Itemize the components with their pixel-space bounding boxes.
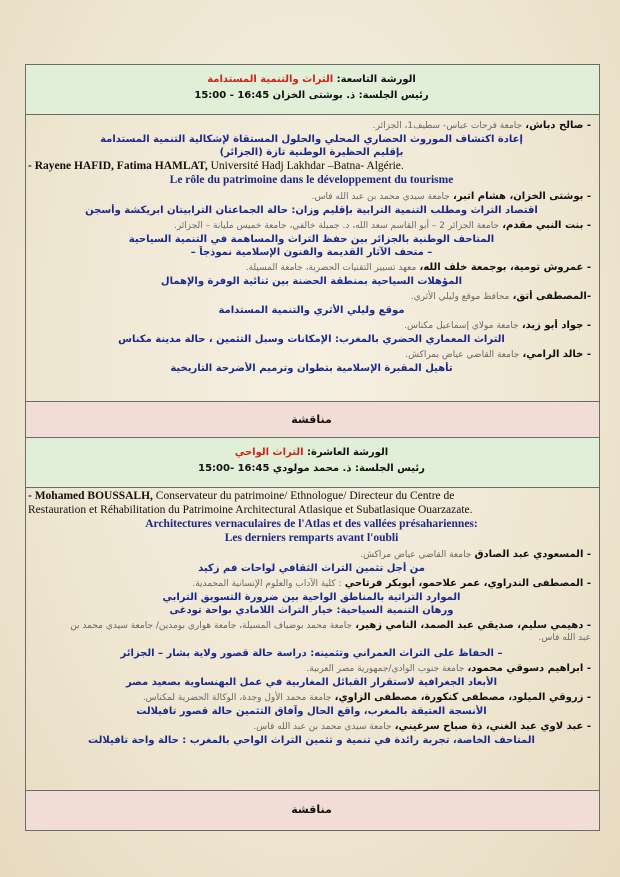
speaker-affiliation: Restauration et Réhabilitation du Patrimoine Architectural Atlasique et Subatlasique Ouarzazate. [28,504,473,516]
speaker-name: - عبد لاوي عبد الغني، ذة صباح سرغيني، [394,721,591,732]
paper-title: الحفاظ على التراث العمراني وتثمينه: دراسة حالة قصور ولاية بشار – الجزائر – [120,648,503,659]
paper-title: إعادة اكتشاف الموروث الحضاري المحلي والحلول المستقاة لإشكالية التنمية المستدامة [100,134,523,145]
paper-title: ورهان التنمية السياحية: خيار التراث اللامادي بواحة تودغى [169,605,454,616]
workshop-10-time: 15:00- 16:45 رئيس الجلسة: ذ. محمد مولودي [198,463,425,474]
speaker-name: - دهيمي سليم، صديقي عبد الصمد، النامي زهير، [355,620,591,631]
list-item [32,577,591,591]
speaker-affiliation: عبد الله فاس. [538,633,591,643]
speaker-name: - Mohamed BOUSSALH, [28,490,153,502]
discussion-label: مناقشة [291,413,332,426]
paper-title: اقتصاد التراث ومطلب التنمية الترابية بإقليم وزان: حالة الجماعتان الترابيتان ابريكشة وأسجن [85,205,538,216]
list-item [32,261,591,275]
workshop-10-header [26,438,599,488]
paper-title: من أجل تثمين التراث الثقافي لواحات فم زكيد [198,563,425,574]
discussion-row [26,402,599,438]
speaker-name: - بنت النبي مقدم، [502,220,591,231]
workshop-10-title: الورشة العاشرة: [307,447,389,458]
speaker-name: - المصطفى الندراوي، عمر علاحمو، أبوبكر فرتاحي [344,578,591,589]
list-item [32,691,591,705]
speaker-affiliation: جامعة جنوب الوادي/جمهورية مصر العربية. [306,664,465,674]
workshop-10-topic: التراث الواحي [234,447,304,458]
speaker-affiliation: جامعة فرحات عباس- سطيف1، الجزائر. [372,121,523,131]
speaker-name: - عمروش تومية، بوجمعة خلف الله، [419,262,591,273]
speaker-name: - خالد الرامي، [522,349,591,360]
speaker-affiliation: محافظ موقع وليلي الأثري. [410,292,510,302]
speaker-affiliation: جامعة الجزائر 2 – أبو القاسم سعد الله، د. جميلة خالفي، جامعة خميس مليانة – الجزائر. [173,221,500,231]
speaker-name: - صالح دباش، [525,120,591,131]
workshop-9-header [26,65,599,115]
discussion-row [26,791,599,830]
paper-title: المتاحف الوطنية بالجزائر بين حفظ التراث والمساهمة في التنمية السياحية [128,234,495,245]
paper-title: المؤهلات السياحية بمنطقة الحضنة بين ثنائية الوفرة والإهمال [160,276,463,287]
paper-title: الأنسجة العتيقة بالمغرب، واقع الحال وآفاق التثمين حالة قصور تافيلالت [136,706,487,717]
list-item [32,662,591,676]
list-item [32,290,591,304]
paper-title: تأهيل المقبرة الإسلامية بتطوان وترميم الأضرحة التاريخية [170,363,453,374]
workshop-9-title: الورشة التاسعة: [336,74,416,85]
speaker-affiliation: جامعة محمد بوضياف المسيلة، جامعة هواري بومدين/ جامعة سيدي محمد بن [70,621,353,631]
workshop-9-time: 15:00 - 16:45 رئيس الجلسة: ذ. بوشتى الخزان [194,90,429,101]
list-item [32,190,591,204]
speaker-name: - المسعودي عبد الصادق [474,549,591,560]
paper-title: Les derniers remparts avant l'oubli [224,532,399,544]
paper-title: المتاحف الخاصة، تجربة رائدة في تنمية و تثمين التراث الواحي بالمغرب : حالة واحة تافيلالت [88,735,535,746]
speaker-name: - ابراهيم دسوقي محمود، [467,663,591,674]
speaker-affiliation: Université Hadj Lakhdar –Batna- Algérie. [210,160,404,172]
list-item [32,548,591,562]
workshop-10-body [26,488,599,791]
paper-title: موقع وليلي الأثري والتنمية المستدامة [218,305,405,316]
speaker-name: - جواد أبو زيد، [521,320,591,331]
program-table [25,64,600,831]
paper-title: بإقليم الحظيرة الوطنية تازة (الجزائر) [219,147,404,158]
speaker-affiliation: جامعة سيدي محمد بن عبد الله فاس. [253,722,392,732]
speaker-affiliation: معهد تسيير التقنيات الحضرية، جامعة المسيلة. [245,263,417,273]
speaker-name: - Rayene HAFID, Fatima HAMLAT, [28,160,208,172]
list-item [32,348,591,362]
list-item [28,490,591,503]
speaker-affiliation: جامعة سيدي محمد بن عبد الله فاس. [311,192,450,202]
paper-title: الموارد التراثية بالمناطق الواحية بين ضرورة التسويق الترابي [162,592,461,603]
list-item [32,119,591,133]
speaker-affiliation: جامعة مولاي إسماعيل مكناس. [404,321,519,331]
workshop-9-topic: التراث والتنمية المستدامة [207,74,334,85]
speaker-name: - بوشتى الخزان، هشام اتبر، [453,191,591,202]
speaker-affiliation: جامعة القاضي عياض مراكش. [360,550,472,560]
paper-title: الأبعاد الجغرافية لاستقرار القبائل المغاربية في عمل البهنساوية بصعيد مصر [125,677,498,688]
speaker-affiliation: Conservateur du patrimoine/ Ethnologue/ Directeur du Centre de [155,490,455,502]
paper-title: التراث المعماري الحضري بالمغرب: الإمكانات وسبل التثمين ، حالة مدينة مكناس [118,334,505,345]
discussion-label: مناقشة [291,803,332,816]
list-item [28,160,591,173]
speaker-affiliation: جامعة القاضي عياض بمراكش. [405,350,520,360]
speaker-affiliation: جامعة محمد الأول وجدة، الوكالة الحضرية لمكناس. [142,693,332,703]
paper-title: – متحف الآثار القديمة والفنون الإسلامية نموذجاً – [190,247,433,258]
speaker-name: -المصطفى أتق، [512,291,591,302]
speaker-name: - زروقي الميلود، مصطفى كنكورة، مصطفى الزاوي، [334,692,591,703]
workshop-9-body [26,115,599,402]
list-item [32,219,591,233]
list-item [32,619,591,633]
list-item [32,720,591,734]
paper-title: Architectures vernaculaires de l'Atlas et des vallées présahariennes: [145,518,478,530]
speaker-affiliation: : كلية الآداب والعلوم الإنسانية المحمدية. [192,579,342,589]
paper-title: Le rôle du patrimoine dans le développement du tourisme [169,174,454,186]
list-item [32,319,591,333]
